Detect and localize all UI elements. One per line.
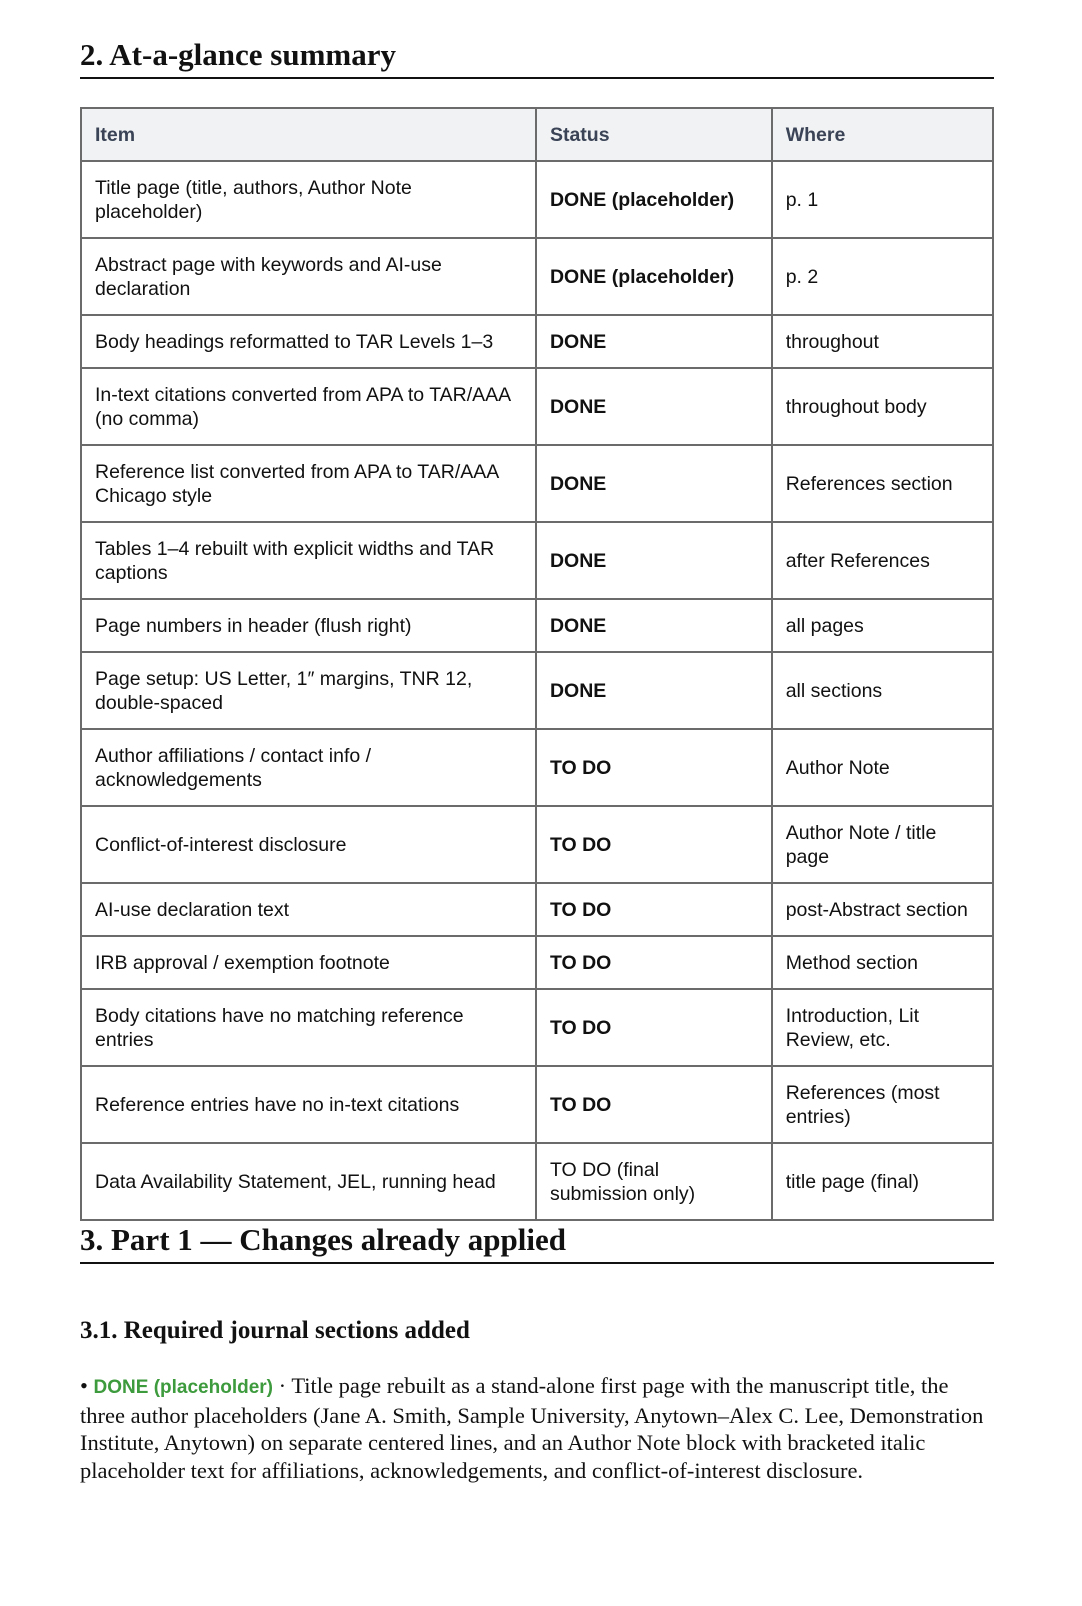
cell-item: Page setup: US Letter, 1″ margins, TNR 12, double-spaced xyxy=(81,652,536,729)
cell-status: TO DO xyxy=(536,989,772,1066)
cell-where: throughout xyxy=(772,315,993,368)
bullet-item xyxy=(80,1372,994,1484)
bullet-marker: • xyxy=(80,1373,88,1399)
cell-where: post-Abstract section xyxy=(772,883,993,936)
table-row xyxy=(81,238,993,315)
cell-where: after References xyxy=(772,522,993,599)
table-header-row xyxy=(81,108,993,161)
cell-status: DONE xyxy=(536,522,772,599)
cell-item: In-text citations converted from APA to TAR/AAA (no comma) xyxy=(81,368,536,445)
cell-item: Page numbers in header (flush right) xyxy=(81,599,536,652)
table-body xyxy=(81,161,993,1220)
table-row xyxy=(81,445,993,522)
column-header-where: Where xyxy=(772,108,993,161)
table-row xyxy=(81,729,993,806)
table-row xyxy=(81,599,993,652)
table-row xyxy=(81,1066,993,1143)
cell-status: DONE xyxy=(536,368,772,445)
cell-where: Author Note / title page xyxy=(772,806,993,883)
cell-item: Reference list converted from APA to TAR/AAA Chicago style xyxy=(81,445,536,522)
table-row xyxy=(81,806,993,883)
cell-where: throughout body xyxy=(772,368,993,445)
table-row xyxy=(81,522,993,599)
cell-where: all sections xyxy=(772,652,993,729)
cell-item: Reference entries have no in-text citations xyxy=(81,1066,536,1143)
table-row xyxy=(81,989,993,1066)
summary-table xyxy=(80,107,994,1221)
cell-where: p. 1 xyxy=(772,161,993,238)
cell-item: Body headings reformatted to TAR Levels 1–3 xyxy=(81,315,536,368)
cell-item: Body citations have no matching reference entries xyxy=(81,989,536,1066)
cell-where: References section xyxy=(772,445,993,522)
bullet-text: Title page rebuilt as a stand-alone first page with the manuscript title, the three author placeholders (Jane A. Smith, Sample University, Anytown–Alex C. Lee, Demonstration Institute, Anytown) on separate centered lines, and an Author Note block with bracketed italic placeholder text for affiliations, acknowledgements, and conflict-of-interest disclosure. xyxy=(80,1373,984,1483)
cell-item: Title page (title, authors, Author Note placeholder) xyxy=(81,161,536,238)
cell-status: DONE xyxy=(536,315,772,368)
cell-item: Data Availability Statement, JEL, running head xyxy=(81,1143,536,1220)
table-row xyxy=(81,652,993,729)
cell-status: TO DO (final submission only) xyxy=(536,1143,772,1220)
cell-status: DONE xyxy=(536,445,772,522)
bullet-separator: · xyxy=(278,1373,287,1399)
cell-status: TO DO xyxy=(536,936,772,989)
section-heading-part1: 3. Part 1 — Changes already applied xyxy=(80,1221,994,1264)
table-row xyxy=(81,1143,993,1220)
cell-where: all pages xyxy=(772,599,993,652)
cell-status: DONE xyxy=(536,652,772,729)
table-row xyxy=(81,161,993,238)
section-heading-summary: 2. At-a-glance summary xyxy=(80,36,994,79)
cell-item: Abstract page with keywords and AI-use declaration xyxy=(81,238,536,315)
cell-status: TO DO xyxy=(536,1066,772,1143)
cell-where: Introduction, Lit Review, etc. xyxy=(772,989,993,1066)
cell-status: DONE (placeholder) xyxy=(536,161,772,238)
cell-item: Tables 1–4 rebuilt with explicit widths and TAR captions xyxy=(81,522,536,599)
cell-item: Author affiliations / contact info / acknowledgements xyxy=(81,729,536,806)
cell-status: DONE xyxy=(536,599,772,652)
cell-where: p. 2 xyxy=(772,238,993,315)
cell-where: References (most entries) xyxy=(772,1066,993,1143)
table-row xyxy=(81,315,993,368)
table-row xyxy=(81,936,993,989)
cell-status: TO DO xyxy=(536,729,772,806)
cell-item: AI-use declaration text xyxy=(81,883,536,936)
cell-status: DONE (placeholder) xyxy=(536,238,772,315)
table-row xyxy=(81,883,993,936)
table-row xyxy=(81,368,993,445)
cell-status: TO DO xyxy=(536,883,772,936)
cell-where: Author Note xyxy=(772,729,993,806)
subsection-heading: 3.1. Required journal sections added xyxy=(80,1317,470,1345)
cell-item: IRB approval / exemption footnote xyxy=(81,936,536,989)
cell-status: TO DO xyxy=(536,806,772,883)
cell-where: title page (final) xyxy=(772,1143,993,1220)
status-badge: DONE (placeholder) xyxy=(93,1377,273,1399)
column-header-status: Status xyxy=(536,108,772,161)
cell-item: Conflict-of-interest disclosure xyxy=(81,806,536,883)
column-header-item: Item xyxy=(81,108,536,161)
cell-where: Method section xyxy=(772,936,993,989)
document-page xyxy=(80,36,994,1507)
